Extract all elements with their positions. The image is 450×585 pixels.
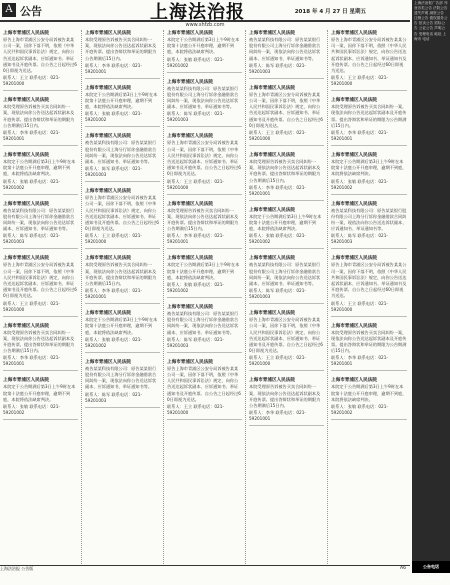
notice-divider [3,90,78,91]
notice-title: 上海市青浦区人民法院 [3,98,49,104]
notice-body: 被告某某科技有限公司：原告某某银行股份有限公司上海分行诉你金融借款合同纠纷一案，现依法向你公告送达诉状副本、应诉通知书、举证通知书等。 [3,207,75,232]
notice-item [85,359,160,408]
notice-body: 本院定于公告期满后第3日上午9时在本院第十法庭公开开庭审理，逾期不到庭，本院将依法缺席判决。 [3,159,76,177]
notice-contact: 联系人：陈军 联系电话：021-59201003 [85,391,142,403]
notice-divider [85,407,160,408]
notice-body: 被告某某科技有限公司：原告某某银行股份有限公司上海分行诉你金融借款合同纠纷一案，现依法向你公告送达诉状副本、应诉通知书、举证通知书等。 [167,85,239,110]
notice-item [85,85,160,128]
notice-title: 上海市青浦区人民法院 [3,256,49,262]
notice-contact: 联系人：王立 联系电话：021-59201000 [3,300,60,312]
notice-body: 本院定于公告期满后第3日上午9时在本院第十法庭公开开庭审理，逾期不到庭，本院将依法缺席判决。 [331,159,407,177]
notice-title: 上海市青浦区人民法院 [167,359,213,365]
notice-item [331,30,407,91]
notice-divider [3,194,78,195]
notice-title: 上海市青浦区人民法院 [3,323,49,329]
notice-item [331,97,407,146]
notice-column [328,30,410,566]
notice-contact: 联系人：张敏 联系电话：021-59201002 [331,178,388,190]
notice-title: 上海市青浦区人民法院 [167,79,213,85]
notice-contact: 联系人：王立 联系电话：021-59201000 [85,233,142,245]
notice-contact: 联系人：王立 联系电话：021-59201000 [331,75,388,87]
notice-title: 上海市青浦区人民法院 [331,201,377,207]
notice-divider [3,248,78,249]
notice-item [3,323,78,372]
notice-contact: 联系人：张敏 联系电话：021-59201002 [249,233,306,245]
notice-body: 本院受理原告诉被告买卖合同纠纷一案，现依法向你公告送达起诉状副本及开庭传票。提出答辩状和举证的期限为公告期满后15日内。 [85,262,157,287]
notice-body: 原告上海市青浦区公安分局诉被告某某公司一案，因你下落不明，依照《中华人民共和国民事诉讼法》规定，向你公告送达起诉状副本、应诉通知书、举证通知书及开庭传票。自公告之日起经过60日即视为送达。 [249,91,323,128]
notice-divider [3,419,78,420]
notice-title: 上海市青浦区人民法院 [85,85,131,91]
bottom-bar-text: 上海法治报 公告版 [0,566,34,571]
notice-divider [167,352,242,353]
notice-divider [249,200,324,201]
notice-body: 原告上海市青浦区公安分局诉被告某某公司一案，因你下落不明，依照《中华人民共和国民事诉讼法》规定，向你公告送达起诉状副本、应诉通知书、举证通知书及开庭传票。自公告之日起经过60日即视为送达。 [331,262,407,299]
notice-title: 上海市青浦区人民法院 [167,256,213,262]
notice-divider [85,126,160,127]
notice-contact: 联系人：张敏 联系电话：021-59201002 [3,404,60,416]
notice-item [85,255,160,304]
notice-contact: 联系人：李华 联系电话：021-59201001 [167,233,224,245]
notice-contact: 联系人：陈军 联系电话：021-59201003 [167,336,224,348]
notice-body: 本院定于公告期满后第3日上午9时在本院第十法庭公开开庭审理，逾期不到庭，本院将依法缺席判决。 [167,37,240,55]
notice-item [3,152,78,195]
notice-item [3,201,78,250]
notice-title: 上海市青浦区人民法院 [331,256,377,262]
notice-contact: 联系人：李华 联系电话：021-59201001 [249,184,306,196]
notice-contact: 联系人：陈军 联系电话：021-59201003 [3,233,60,245]
notice-divider [331,316,407,317]
notice-columns [0,30,410,566]
notice-divider [331,194,407,195]
notice-item [331,323,407,372]
notice-contact: 联系人：张敏 联系电话：021-59201002 [3,178,60,190]
notice-item [167,255,242,298]
notice-title: 上海市青浦区人民法院 [85,311,131,317]
notice-item [167,133,242,194]
notice-title: 上海市青浦区人民法院 [167,201,213,207]
masthead-url: www.shfzb.com [185,22,225,28]
notice-item [167,79,242,128]
notice-title: 上海市青浦区人民法院 [3,31,49,36]
notice-title: 上海市青浦区人民法院 [249,85,295,91]
notice-title: 上海市青浦区人民法院 [249,378,295,384]
notice-divider [3,316,78,317]
notice-item [331,255,407,316]
notice-item [249,207,324,250]
notice-title: 上海市青浦区人民法院 [3,378,49,384]
notice-title: 上海市青浦区人民法院 [331,378,377,384]
notice-body: 被告某某科技有限公司：原告某某银行股份有限公司上海分行诉你金融借款合同纠纷一案，现依法向你公告送达诉状副本、应诉通知书、举证通知书等。 [167,311,239,335]
notice-contact: 联系人：王立 联系电话：021-59201000 [249,355,306,367]
notice-item [249,30,324,79]
notice-contact: 联系人：李华 联系电话：021-59201001 [3,355,60,367]
notice-body: 被告某某科技有限公司：原告某某银行股份有限公司上海分行诉你金融借款合同纠纷一案，现依法向你公告送达诉状副本、应诉通知书、举证通知书等。 [85,140,157,165]
notice-body: 本院受理原告诉被告买卖合同纠纷一案，现依法向你公告送达起诉状副本及开庭传票。提出答辩状和举证的期限为公告期满后15日内。 [85,37,157,61]
notice-title: 上海市青浦区人民法院 [3,201,49,207]
notice-body: 被告某某科技有限公司：原告某某银行股份有限公司上海分行诉你金融借款合同纠纷一案，现依法向你公告送达诉状副本、应诉通知书、举证通知书等。 [331,207,407,232]
notice-body: 被告某某科技有限公司：原告某某银行股份有限公司上海分行诉你金融借款合同纠纷一案，现依法向你公告送达诉状副本、应诉通知书、举证通知书等。 [85,365,157,390]
notice-title: 上海市青浦区人民法院 [85,359,131,365]
notice-divider [331,90,407,91]
notice-body: 本院受理原告诉被告买卖合同纠纷一案，现依法向你公告送达起诉状副本及开庭传票。提出答辩状和举证的期限为公告期满后15日内。 [3,104,75,128]
notice-contact: 联系人：李华 联系电话：021-59201001 [85,62,142,74]
notice-body: 本院受理原告诉被告买卖合同纠纷一案，现依法向你公告送达起诉状副本及开庭传票。提出答辩状和举证的期限为公告期满后15日内。 [249,159,321,183]
notice-divider [167,297,242,298]
notice-divider [85,352,160,353]
notice-divider [85,78,160,79]
notice-title: 上海市青浦区人民法院 [167,134,213,140]
notice-contact: 联系人：陈军 联系电话：021-59201003 [249,62,306,74]
notice-item [331,152,407,195]
notice-item [249,310,324,371]
notice-body: 原告上海市青浦区公安分局诉被告某某公司一案，因你下落不明，依照《中华人民共和国民事诉讼法》规定，向你公告送达起诉状副本、应诉通知书、举证通知书及开庭传票。自公告之日起经过60日即视为送达。 [85,195,159,232]
notice-divider [249,303,324,304]
notice-divider [167,248,242,249]
notice-column [82,30,164,566]
notice-title: 上海市青浦区人民法院 [249,31,295,36]
notice-contact: 联系人：张敏 联系电话：021-59201002 [331,404,388,416]
notice-body: 本院定于公告期满后第3日上午9时在本院第十法庭公开开庭审理，逾期不到庭，本院将依法缺席判决。 [3,384,76,402]
notice-item [167,30,242,73]
notice-divider [249,78,324,79]
notice-body: 原告上海市青浦区公安分局诉被告某某公司一案，因你下落不明，依照《中华人民共和国民事诉讼法》规定，向你公告送达起诉状副本、应诉通知书、举证通知书及开庭传票。自公告之日起经过60日即视为送达。 [167,140,241,177]
notice-divider [249,248,324,249]
notice-item [85,310,160,353]
notice-contact: 联系人：陈军 联系电话：021-59201003 [331,233,388,245]
notice-item [249,377,324,426]
notice-contact: 联系人：王立 联系电话：021-59201000 [3,75,60,87]
notice-divider [331,370,407,371]
notice-item [85,133,160,182]
notice-contact: 联系人：王立 联系电话：021-59201000 [167,178,224,190]
notice-title: 上海市青浦区人民法院 [85,31,131,36]
notice-contact: 联系人：张敏 联系电话：021-59201002 [85,111,142,123]
notice-item [3,377,78,420]
notice-title: 上海市青浦区人民法院 [85,189,131,195]
notice-item [3,255,78,316]
issue-date: 2018 年 4 月 27 日 星期五 [294,9,366,15]
notice-item [85,30,160,79]
notice-body: 原告上海市青浦区公安分局诉被告某某公司一案，因你下落不明，依照《中华人民共和国民事诉讼法》规定，向你公告送达起诉状副本、应诉通知书、举证通知书及开庭传票。自公告之日起经过60日即视为送达。 [3,262,77,299]
notice-title: 上海市青浦区人民法院 [249,207,295,213]
notice-title: 上海市青浦区人民法院 [167,305,213,311]
notice-body: 本院受理原告诉被告买卖合同纠纷一案，现依法向你公告送达起诉状副本及开庭传票。提出答辩状和举证的期限为公告期满后15日内。 [331,104,407,128]
notice-body: 本院定于公告期满后第3日上午9时在本院第十法庭公开开庭审理，逾期不到庭，本院将依法缺席判决。 [85,91,158,110]
notice-contact: 联系人：张敏 联系电话：021-59201002 [167,56,224,68]
notice-title: 上海市青浦区人民法院 [3,153,49,159]
notice-body: 原告上海市青浦区公安分局诉被告某某公司一案，因你下落不明，依照《中华人民共和国民事诉讼法》规定，向你公告送达起诉状副本、应诉通知书、举证通知书及开庭传票。自公告之日起经过60日即视为送达。 [3,37,77,74]
notice-column [164,30,246,566]
notice-body: 原告上海市青浦区公安分局诉被告某某公司一案，因你下落不明，依照《中华人民共和国民事诉讼法》规定，向你公告送达起诉状副本、应诉通知书、举证通知书及开庭传票。自公告之日起经过60日即视为送达。 [331,37,407,74]
notice-divider [249,370,324,371]
notice-divider [167,72,242,73]
notice-contact: 联系人：王立 联系电话：021-59201000 [331,300,388,312]
notice-divider [167,419,242,420]
notice-item [3,30,78,91]
notice-title: 上海市青浦区人民法院 [249,311,295,317]
notice-body: 本院受理原告诉被告买卖合同纠纷一案，现依法向你公告送达起诉状副本及开庭传票。提出答辩状和举证的期限为公告期满后15日内。 [167,207,239,232]
notice-body: 本院定于公告期满后第3日上午9时在本院第十法庭公开开庭审理，逾期不到庭，本院将依法缺席判决。 [331,384,407,402]
notice-body: 本院定于公告期满后第3日上午9时在本院第十法庭公开开庭审理，逾期不到庭，本院将依法缺席判决。 [249,213,322,232]
notice-contact: 联系人：王立 联系电话：021-59201000 [249,130,306,142]
notice-divider [3,145,78,146]
notice-divider [331,419,407,420]
notice-item [167,304,242,353]
notice-column [0,30,82,566]
notice-divider [3,370,78,371]
notice-contact: 联系人：王立 联系电话：021-59201000 [167,404,224,416]
notice-body: 本院受理原告诉被告买卖合同纠纷一案，现依法向你公告送达起诉状副本及开庭传票。提出答辩状和举证的期限为公告期满后15日内。 [331,329,407,354]
notice-title: 上海市青浦区人民法院 [331,31,377,36]
ad-footer: 公告电话 59241361 [412,561,450,573]
notice-divider [331,248,407,249]
notice-contact: 联系人：张敏 联系电话：021-59201002 [167,282,224,294]
notice-column [246,30,328,566]
notice-contact: 联系人：李华 联系电话：021-59201001 [249,410,306,422]
notice-contact: 联系人：陈军 联系电话：021-59201003 [167,111,224,123]
notice-divider [249,425,324,426]
notice-divider [249,145,324,146]
notice-contact: 联系人：李华 联系电话：021-59201001 [331,130,388,142]
notice-item [85,188,160,249]
notice-body: 本院定于公告期满后第3日上午9时在本院第十法庭公开开庭审理，逾期不到庭，本院将依法缺席判决。 [85,317,158,335]
notice-divider [167,126,242,127]
notice-divider [85,248,160,249]
notice-title: 上海市青浦区人民法院 [331,98,377,104]
notice-item [167,359,242,420]
bottom-bar [0,565,410,573]
notice-divider [85,181,160,182]
notice-item [249,85,324,146]
notice-body: 原告上海市青浦区公安分局诉被告某某公司一案，因你下落不明，依照《中华人民共和国民事诉讼法》规定，向你公告送达起诉状副本、应诉通知书、举证通知书及开庭传票。自公告之日起经过60日即视为送达。 [167,365,241,402]
masthead-title: 上海法治报 [150,2,245,23]
notice-body: 被告某某科技有限公司：原告某某银行股份有限公司上海分行诉你金融借款合同纠纷一案，现依法向你公告送达诉状副本、应诉通知书、举证通知书等。 [249,262,321,287]
notice-item [249,152,324,201]
notice-body: 被告某某科技有限公司：原告某某银行股份有限公司上海分行诉你金融借款合同纠纷一案，现依法向你公告送达诉状副本、应诉通知书、举证通知书等。 [249,37,321,61]
ad-rail-text: 上海法治报广告部 刊登各类公告 法院公告 遗失声明 减资公告 注销公告 债权债务公告 拍卖公告 招标公告 公证公告 声明公告 受理电话 地址 上海市 电话 [414,1,448,41]
notice-contact: 联系人：张敏 联系电话：021-59201002 [85,336,142,348]
section-badge: A [2,3,16,17]
notice-title: 上海市青浦区人民法院 [331,153,377,159]
notice-body: 本院定于公告期满后第3日上午9时在本院第十法庭公开开庭审理，逾期不到庭，本院将依法缺席判决。 [167,262,240,280]
notice-body: 原告上海市青浦区公安分局诉被告某某公司一案，因你下落不明，依照《中华人民共和国民事诉讼法》规定，向你公告送达起诉状副本、应诉通知书、举证通知书及开庭传票。自公告之日起经过60日即视为送达。 [249,317,323,354]
notice-item [331,201,407,250]
notice-body: 本院受理原告诉被告买卖合同纠纷一案，现依法向你公告送达起诉状副本及开庭传票。提出答辩状和举证的期限为公告期满后15日内。 [3,329,75,354]
notice-item [3,97,78,146]
notice-item [167,201,242,250]
page-header [0,0,410,22]
section-title: 公告 [20,5,42,18]
notice-contact: 联系人：李华 联系电话：021-59201001 [331,355,388,367]
notice-title: 上海市青浦区人民法院 [249,153,295,159]
notice-divider [85,303,160,304]
notice-contact: 联系人：李华 联系电话：021-59201001 [3,130,60,142]
notice-body: 本院受理原告诉被告买卖合同纠纷一案，现依法向你公告送达起诉状副本及开庭传票。提出答辩状和举证的期限为公告期满后15日内。 [249,384,321,409]
page-number: A6 [400,566,406,571]
notice-item [331,377,407,420]
notice-contact: 联系人：陈军 联系电话：021-59201003 [249,288,306,300]
notice-divider [331,145,407,146]
notice-contact: 联系人：李华 联系电话：021-59201001 [85,288,142,300]
notice-divider [167,194,242,195]
ad-rail [412,0,450,573]
notice-title: 上海市青浦区人民法院 [249,256,295,262]
notice-item [249,255,324,304]
notice-title: 上海市青浦区人民法院 [85,134,131,140]
notice-title: 上海市青浦区人民法院 [331,323,377,329]
notice-contact: 联系人：陈军 联系电话：021-59201003 [85,166,142,178]
notice-title: 上海市青浦区人民法院 [167,31,213,36]
notice-title: 上海市青浦区人民法院 [85,256,131,262]
